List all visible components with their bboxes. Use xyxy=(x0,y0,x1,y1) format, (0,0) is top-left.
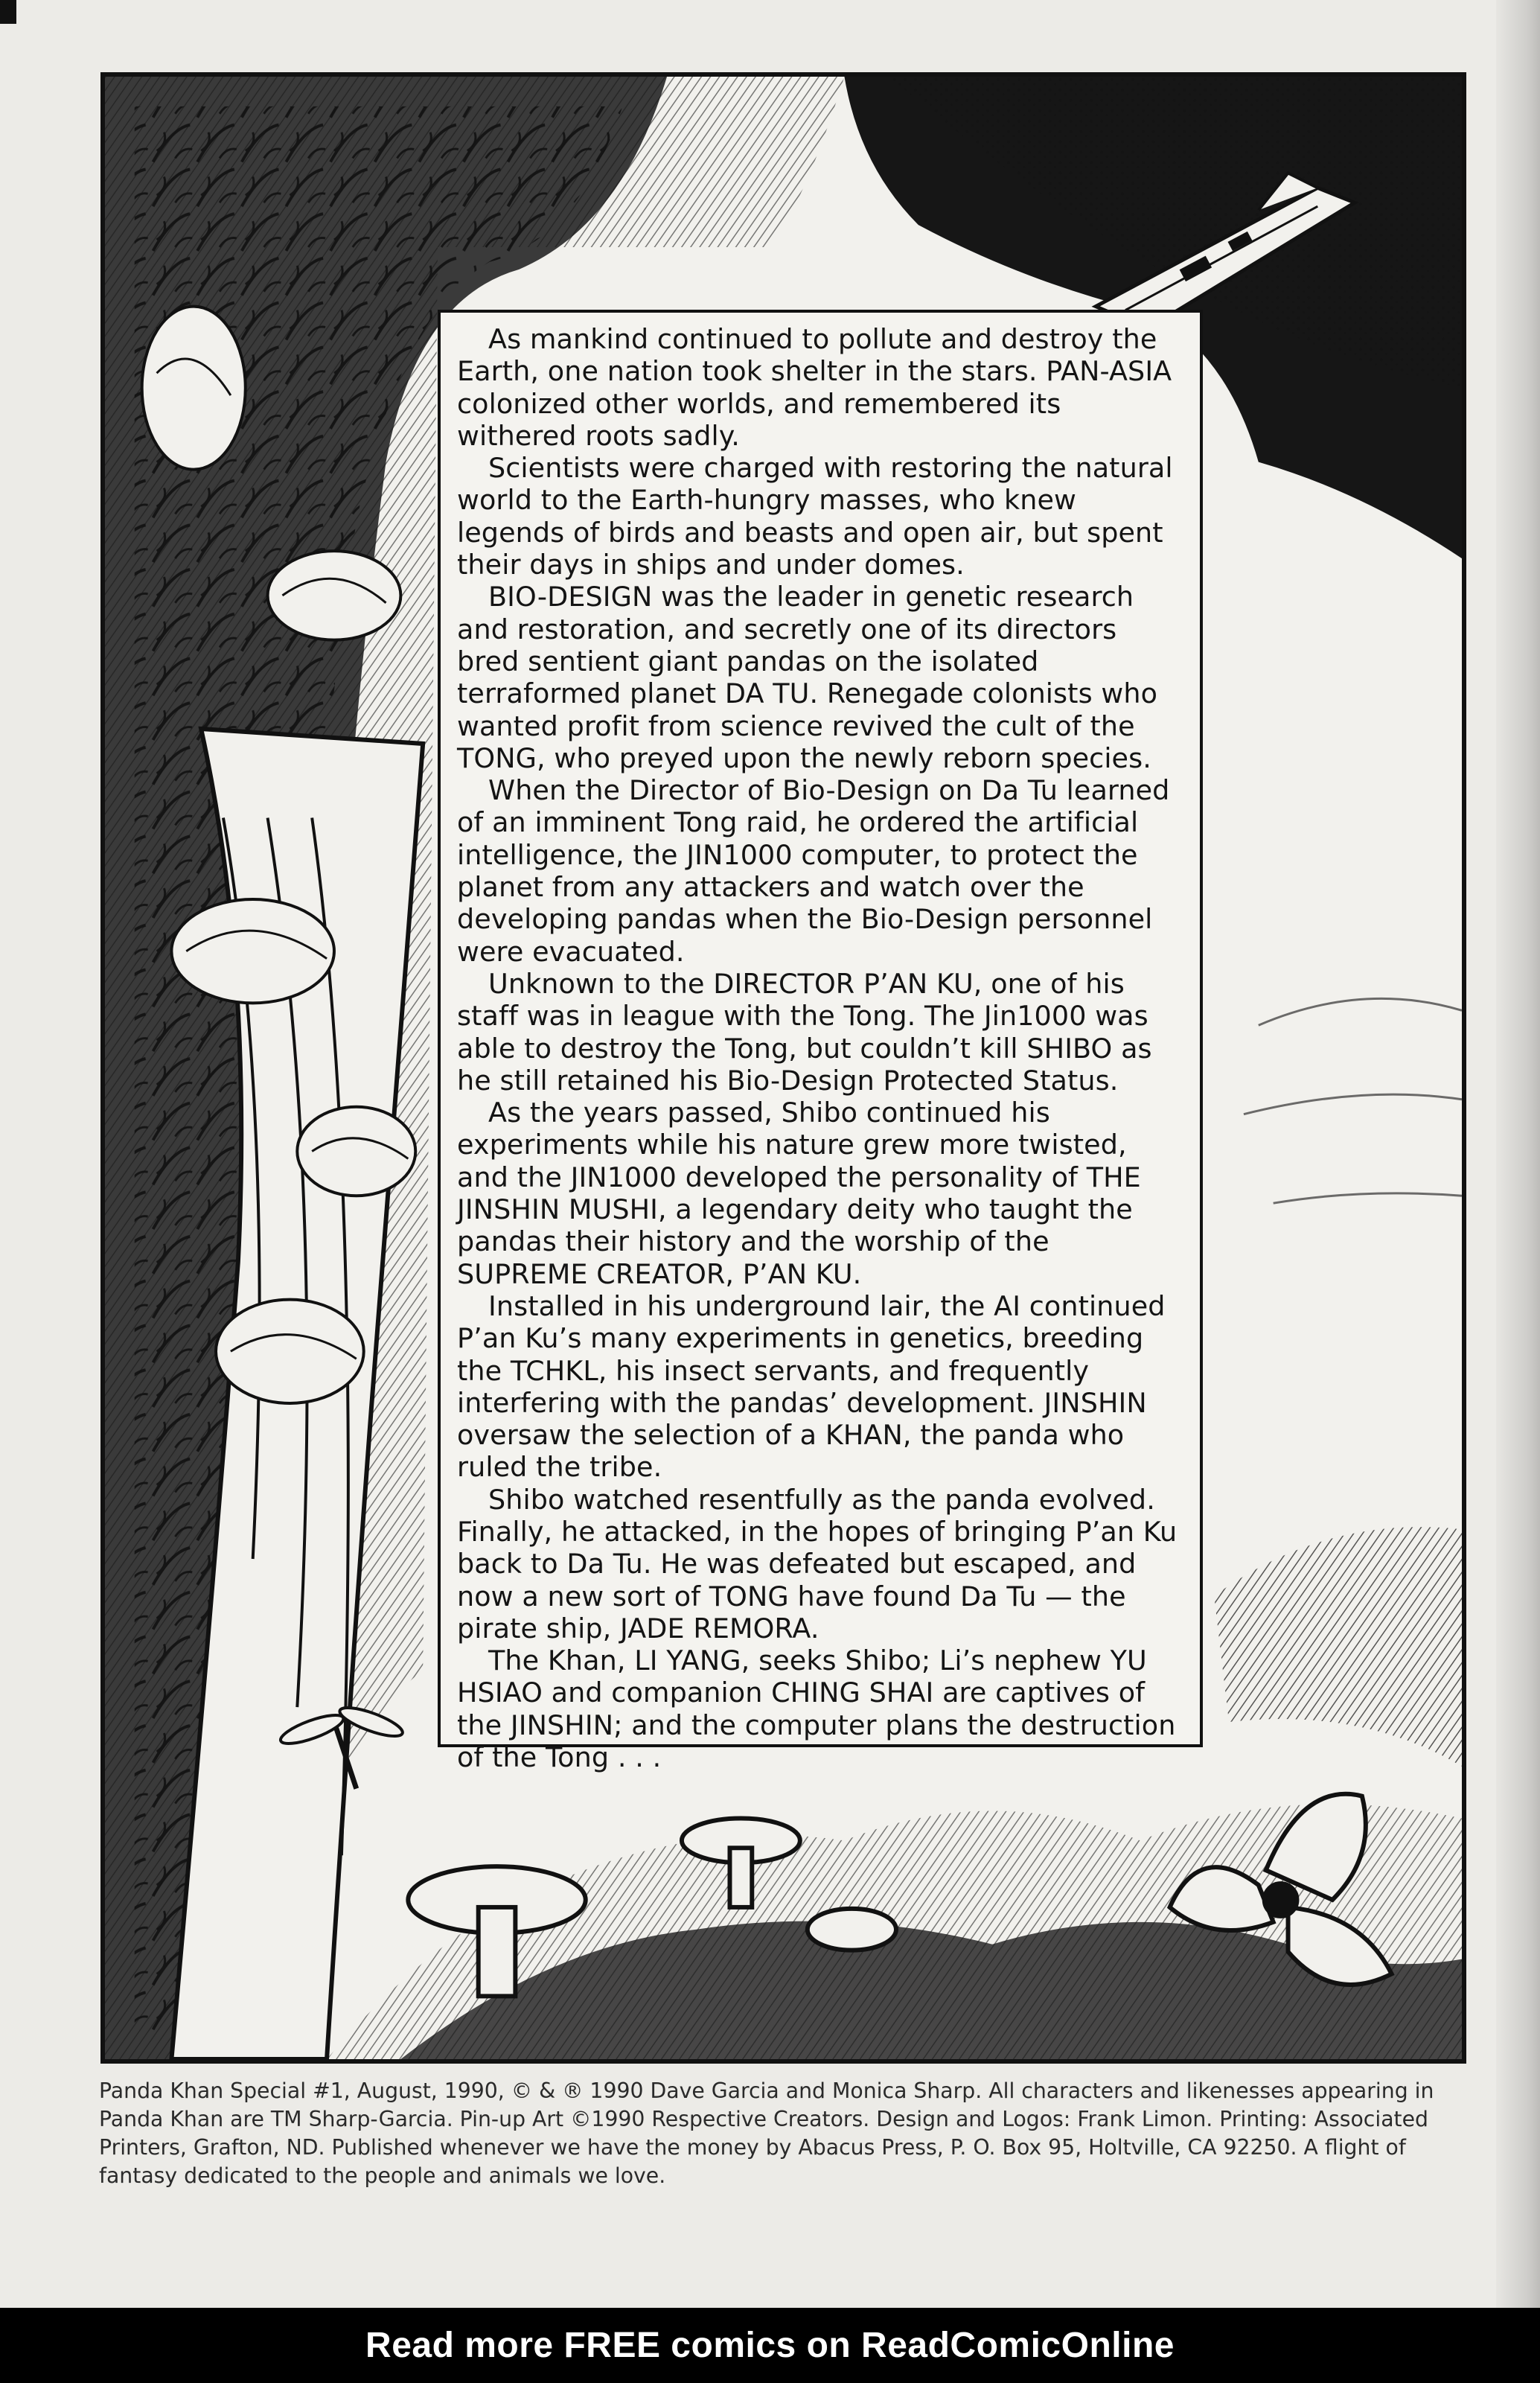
page-corner-mark xyxy=(0,0,16,24)
footer-banner[interactable] xyxy=(0,2308,1540,2383)
story-paragraph: The Khan, LI YANG, seeks Shibo; Li’s nephew YU HSIAO and companion CHING SHAI are captives of the JINSHIN; and the computer plans the destruction of the Tong . . . xyxy=(457,1645,1176,1774)
story-paragraph: As mankind continued to pollute and destroy the Earth, one nation took shelter in the stars. PAN-ASIA colonized other worlds, and remembered its withered roots sadly. xyxy=(457,323,1172,452)
footer-banner-text[interactable]: Read more FREE comics on ReadComicOnline xyxy=(365,2326,1175,2365)
illustration-panel xyxy=(100,72,1466,2064)
story-paragraph: Installed in his underground lair, the AI continued P’an Ku’s many experiments in genetics, breeding the TCHKL, his insect servants, and frequently interfering with the pandas’ development. JINSHIN oversaw the selection of a KHAN, the panda who ruled the tribe. xyxy=(457,1289,1166,1484)
story-paragraph: Shibo watched resentfully as the panda evolved. Finally, he attacked, in the hopes of bringing P’an Ku back to Da Tu. He was defeated but escaped, and now a new sort of TONG have found Da Tu — the pirate ship, JADE REMORA. xyxy=(457,1483,1178,1645)
story-paragraph: Unknown to the DIRECTOR P’AN KU, one of his staff was in league with the Tong. The Jin1000 was able to destroy the Tong, but couldn’t kill SHIBO as he still retained his Bio-Design Protected Status. xyxy=(457,967,1152,1097)
page-binding-edge xyxy=(1496,0,1540,2308)
story-text-box xyxy=(438,310,1203,1774)
story-paragraph: As the years passed, Shibo continued his experiments while his nature grew more twisted, and the JIN1000 developed the personality of THE JINSHIN MUSHI, a legendary deity who taught the pandas their history and the worship of the SUPREME CREATOR, P’AN KU. xyxy=(457,1097,1141,1290)
story-paragraph: When the Director of Bio-Design on Da Tu learned of an imminent Tong raid, he ordered the artificial intelligence, the JIN1000 computer, to protect the planet from any attackers and watch over the developing pandas when the Bio-Design personnel were evacuated. xyxy=(457,774,1170,968)
publication-credits: Panda Khan Special #1, August, 1990, © & ® 1990 Dave Garcia and Monica Sharp. All characters and likenesses appearing in Panda Khan are TM Sharp-Garcia. Pin-up Art ©1990 Respective Creators. Design and Logos: Frank Limon. Printing: Associated Printers, Grafton, ND. Published whenever we have the money by Abacus Press, P. O. Box 95, Holtville, CA 92250. A flight of fantasy dedicated to the people and animals we love. xyxy=(99,2079,1434,2188)
story-paragraph: Scientists were charged with restoring the natural world to the Earth-hungry masses, who knew legends of birds and beasts and open air, but spent their days in ships and under domes. xyxy=(457,452,1173,581)
story-paragraph: BIO-DESIGN was the leader in genetic research and restoration, and secretly one of its directors bred sentient giant pandas on the isolated terraformed planet DA TU. Renegade colonists who wanted profit from science revived the cult of the TONG, who preyed upon the newly reborn species. xyxy=(457,581,1158,774)
